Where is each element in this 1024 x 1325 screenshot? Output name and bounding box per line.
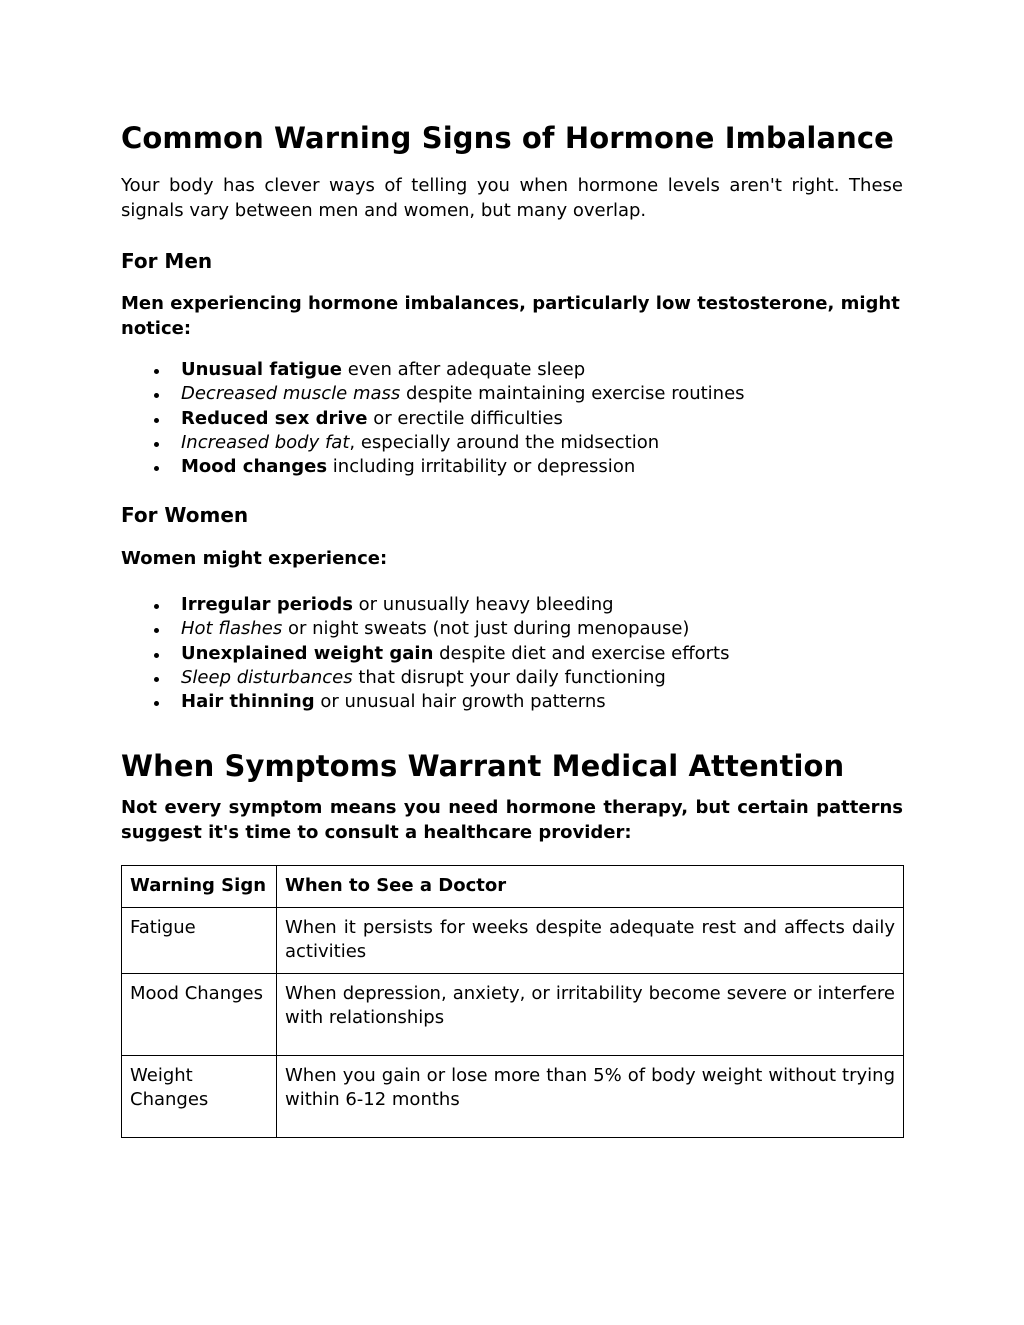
symptom-detail: or night sweats (not just during menopause)	[282, 618, 690, 640]
symptom-detail: , especially around the midsection	[349, 431, 660, 453]
heading-for-men: For Men	[121, 249, 213, 273]
section-title-warning-signs: Common Warning Signs of Hormone Imbalance	[121, 121, 894, 155]
men-symptom-list	[121, 358, 903, 479]
table-cell-advice: When you gain or lose more than 5% of body weight without trying within 6-12 months	[277, 1055, 904, 1137]
list-item	[181, 358, 903, 382]
section-title-medical-attention: When Symptoms Warrant Medical Attention	[121, 749, 845, 784]
list-item	[181, 690, 903, 714]
list-item	[181, 382, 903, 406]
intro-paragraph: Your body has clever ways of telling you when hormone levels aren't right. These signals vary between men and women, but many overlap.	[121, 175, 903, 221]
table-row	[122, 1055, 904, 1137]
table-row	[122, 907, 904, 973]
table-header-cell: When to See a Doctor	[277, 866, 904, 908]
heading-for-women: For Women	[121, 503, 249, 528]
table-cell-advice: When it persists for weeks despite adequate rest and affects daily activities	[277, 907, 904, 973]
symptom-detail: despite maintaining exercise routines	[400, 383, 745, 405]
symptom-key: Increased body fat	[181, 431, 350, 453]
symptom-detail: or erectile difficulties	[367, 407, 563, 429]
list-item	[181, 407, 903, 431]
symptom-key: Unusual fatigue	[181, 359, 343, 380]
table-cell-sign: Mood Changes	[122, 973, 277, 1055]
list-item	[181, 666, 903, 690]
table-header-cell: Warning Sign	[122, 866, 277, 908]
symptom-detail: including irritability or depression	[327, 456, 636, 478]
warning-sign-table	[121, 865, 904, 1138]
symptom-key: Sleep disturbances	[181, 666, 353, 688]
list-item	[181, 593, 903, 617]
table-row	[122, 973, 904, 1055]
table-cell-sign: Weight Changes	[122, 1055, 277, 1137]
table-cell-advice: When depression, anxiety, or irritability become severe or interfere with relationships	[277, 973, 904, 1055]
list-item	[181, 455, 903, 479]
women-lead-paragraph: Women might experience:	[121, 548, 388, 570]
list-item	[181, 431, 903, 455]
table-cell-sign: Fatigue	[122, 907, 277, 973]
symptom-key: Irregular periods	[181, 593, 353, 615]
symptom-key: Decreased muscle mass	[181, 383, 401, 405]
symptom-detail: even after adequate sleep	[342, 359, 586, 380]
symptom-detail: or unusually heavy bleeding	[352, 593, 614, 615]
document-page	[121, 118, 903, 1138]
symptom-key: Unexplained weight gain	[181, 642, 434, 664]
men-lead-paragraph: Men experiencing hormone imbalances, particularly low testosterone, might notice:	[121, 293, 900, 339]
list-item	[181, 617, 903, 641]
symptom-key: Hot flashes	[181, 618, 283, 640]
table-header-row	[122, 866, 904, 908]
symptom-key: Hair thinning	[181, 691, 315, 713]
symptom-key: Reduced sex drive	[181, 407, 368, 429]
symptom-detail: that disrupt your daily functioning	[352, 666, 666, 688]
list-item	[181, 642, 903, 666]
women-symptom-list	[121, 593, 903, 714]
symptom-key: Mood changes	[181, 456, 328, 478]
symptom-detail: despite diet and exercise efforts	[433, 642, 730, 664]
symptom-detail: or unusual hair growth patterns	[314, 691, 606, 713]
medical-intro-paragraph: Not every symptom means you need hormone therapy, but certain patterns suggest it's time to consult a healthcare provider:	[121, 797, 903, 843]
